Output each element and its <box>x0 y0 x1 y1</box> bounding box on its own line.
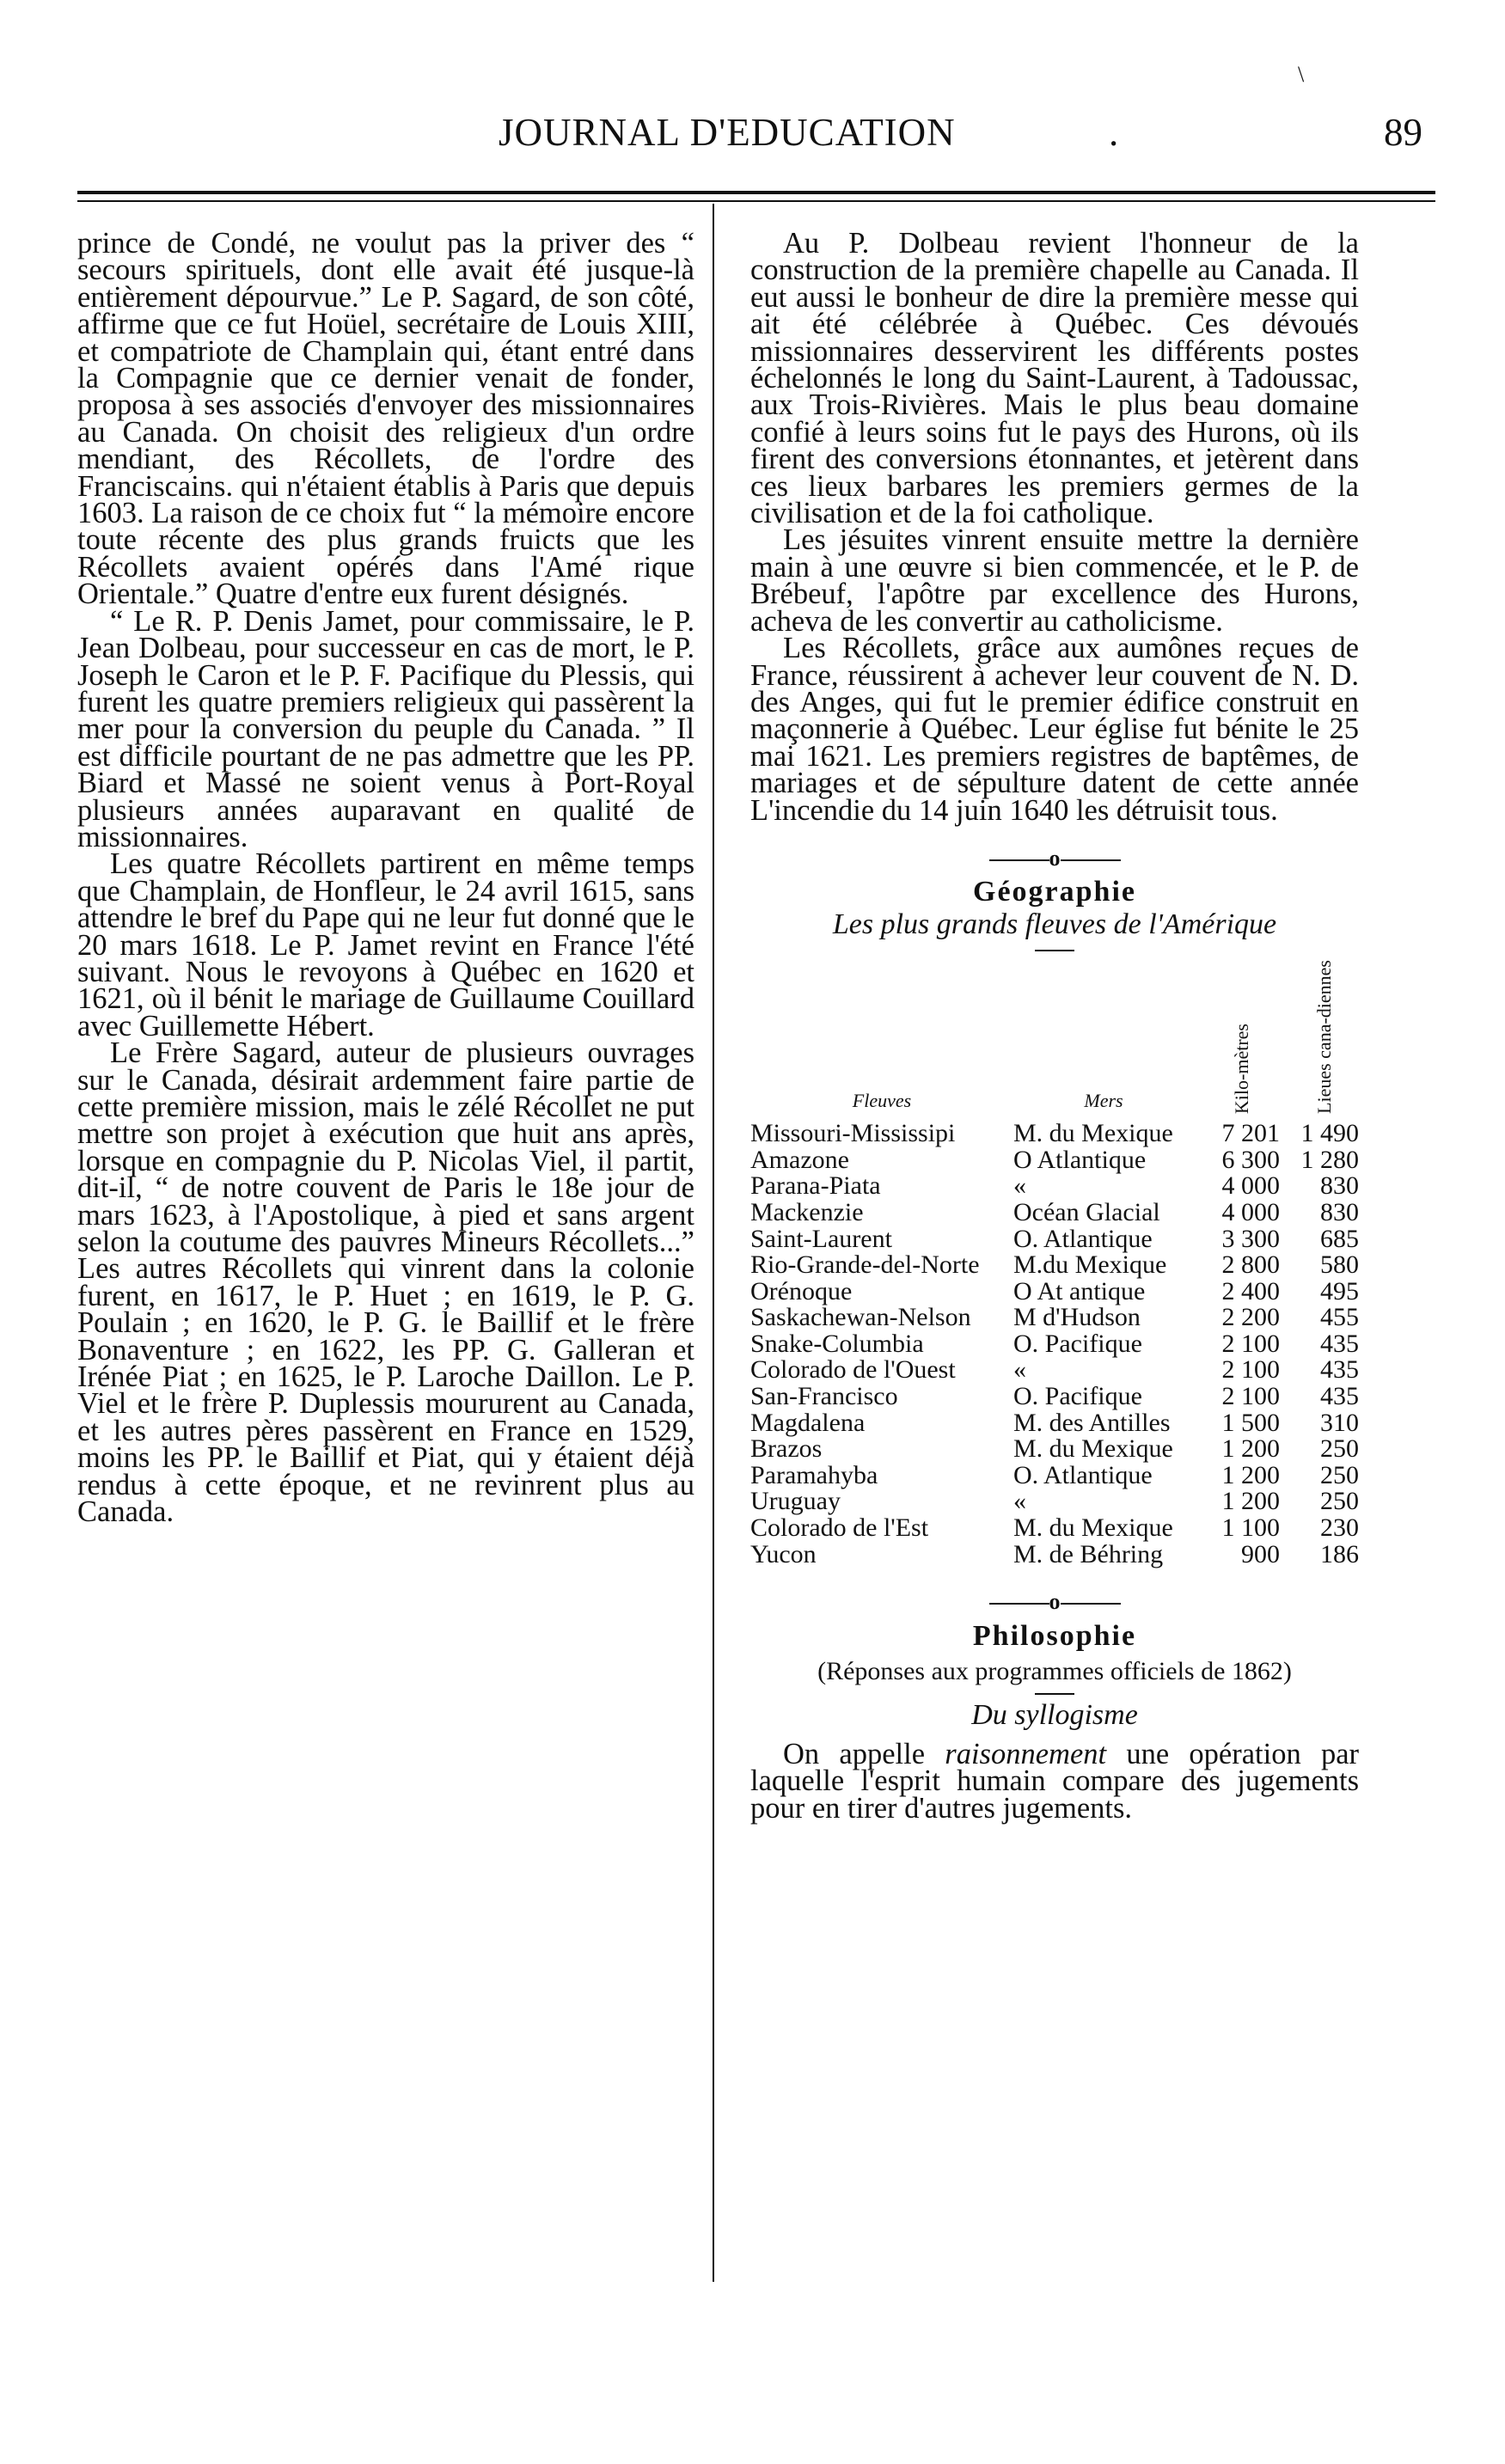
header-rule-thick <box>77 191 1435 194</box>
paragraph: Le Frère Sagard, auteur de plusieurs ouvrages sur le Canada, désirait ardemment faire partie de cette première mission, mais le zélé Récollet ne put mettre son projet à exécution que huit ans après, lorsque en compagnie du P. Nicolas Viel, il partit, dit-il, “ de notre couvent de Paris le 18e jour de mars 1623, à l'Apostolique, à pied et sans argent selon la coutume des pauvres Mineurs Récollets...” Les autres Récollets qui vinrent dans la colonie furent, en 1617, le P. Huet ; en 1619, le P. G. Poulain ; en 1620, le P. G. le Baillif et le frère Bonaventure ; en 1622, les PP. G. Galleran et Irénée Piat ; en 1625, le P. Laroche Daillon. Le P. Viel et le frère P. Duplessis moururent au Canada, et les autres pères passèrent en France en 1529, moins les PP. le Baillif et Piat, qui y étaient déjà rendus à cette époque, et ne revinrent plus au Canada. <box>77 1036 694 1529</box>
leagues-value: 830 <box>1320 1197 1359 1226</box>
section-separator <box>750 845 1359 871</box>
paragraph: Au P. Dolbeau revient l'honneur de la construction de la première chapelle au Canada. Il eut aussi le bonheur de dire la première messe qui ait été célébrée à Québec. Ces dévoués missionnaires desservirent les différents postes échelonnés le long du Saint-Laurent, à Tadoussac, aux Trois-Rivières. Mais le plus beau domaine confié à leurs soins fut le pays des Hurons, où ils firent des conversions étonnantes, et jetèrent dans ces lieux barbares les premiers germes de la civilisation et de la foi catholique. <box>750 227 1359 530</box>
kilometres-value: 2 100 <box>1221 1355 1280 1385</box>
leagues-value: 250 <box>1320 1434 1359 1464</box>
table-row <box>750 1436 1359 1463</box>
leagues-value: 435 <box>1320 1329 1359 1358</box>
table-row <box>750 1252 1359 1279</box>
philosophy-heading: Philosophie <box>972 1619 1137 1652</box>
leagues-value: 830 <box>1320 1171 1359 1201</box>
river-name: Mackenzie <box>750 1197 864 1226</box>
sea-name: O. Atlantique <box>1013 1460 1153 1489</box>
sea-name: « <box>1013 1355 1026 1385</box>
table-row <box>750 1173 1359 1200</box>
leagues-value: 250 <box>1320 1487 1359 1516</box>
geography-heading: Géographie <box>973 876 1136 908</box>
leagues-value: 495 <box>1320 1276 1359 1305</box>
journal-title: JOURNAL D'EDUCATION <box>499 111 956 154</box>
kilometres-value: 1 500 <box>1221 1408 1280 1437</box>
philosophy-subtitle: Du syllogisme <box>971 1699 1138 1732</box>
rivers-table-body <box>750 1121 1359 1568</box>
sea-name: O. Atlantique <box>1013 1224 1153 1253</box>
header-rule-thin <box>77 200 1435 202</box>
leagues-value: 1 280 <box>1300 1145 1359 1174</box>
column-header: Mers <box>1084 1089 1123 1111</box>
river-name: Colorado de l'Est <box>750 1513 929 1543</box>
left-column <box>77 227 694 1529</box>
kilometres-value: 2 200 <box>1221 1303 1280 1332</box>
separator-mark: o <box>1049 1589 1061 1615</box>
kilometres-value: 7 201 <box>1221 1119 1280 1148</box>
sea-name: M. des Antilles <box>1013 1408 1171 1437</box>
text-run: une opération par laquelle l'esprit humain compare des jugements pour en tirer d'autres jugements. <box>750 1737 1359 1825</box>
leagues-value: 310 <box>1320 1408 1359 1437</box>
table-row <box>750 1121 1359 1147</box>
paragraph: Les Récollets, grâce aux aumônes reçues de France, réussirent à achever leur couvent de N. D. des Anges, qui fut le premier édifice construit en maçonnerie à Québec. Leur église fut bénite le 25 mai 1621. Les premiers registres de baptêmes, de mariages et de sépulture datent de cette année L'incendie du 14 juin 1640 les détruisit tous. <box>750 632 1359 827</box>
table-row <box>750 1279 1359 1305</box>
header-dot: . <box>1109 111 1119 154</box>
leagues-value: 435 <box>1320 1355 1359 1385</box>
sea-name: M. du Mexique <box>1013 1119 1173 1148</box>
sea-name: M.du Mexique <box>1013 1250 1167 1280</box>
page-number: 89 <box>1384 111 1422 154</box>
kilometres-value: 1 200 <box>1221 1487 1280 1516</box>
corner-mark: \ <box>1298 62 1305 87</box>
table-row <box>750 1463 1359 1489</box>
italic-term: raisonnement <box>945 1737 1107 1770</box>
table-row <box>750 1357 1359 1384</box>
text-run: On appelle <box>783 1737 945 1770</box>
kilometres-value: 1 200 <box>1221 1460 1280 1489</box>
kilometres-value: 1 100 <box>1221 1513 1280 1543</box>
river-name: Snake-Columbia <box>750 1329 924 1358</box>
table-header-row <box>750 960 1359 1121</box>
table-row <box>750 1542 1359 1568</box>
sea-name: O At antique <box>1013 1276 1146 1305</box>
sea-name: Océan Glacial <box>1013 1197 1160 1226</box>
river-name: Parana-Piata <box>750 1171 881 1201</box>
kilometres-value: 2 100 <box>1221 1382 1280 1411</box>
sea-name: M. du Mexique <box>1013 1434 1173 1464</box>
kilometres-value: 2 800 <box>1221 1250 1280 1280</box>
short-rule <box>1035 950 1074 951</box>
river-name: Saskachewan-Nelson <box>750 1303 971 1332</box>
leagues-value: 685 <box>1320 1224 1359 1253</box>
kilometres-value: 1 200 <box>1221 1434 1280 1464</box>
kilometres-value: 2 100 <box>1221 1329 1280 1358</box>
paragraph: prince de Condé, ne voulut pas la priver des “ secours spirituels, dont elle avait été jusque-là entièrement dépourvue.” Le P. Sagard, de son côté, affirme que ce fut Hoüel, secrétaire de Louis XIII, et compatriote de Champlain qui, étant entré dans la Compagnie que ce dernier venait de fonder, proposa à ses associés d'envoyer des missionnaires au Canada. On choisit des religieux d'un ordre mendiant, des Récollets, de l'ordre des Franciscains. qui n'étaient établis à Paris que depuis 1603. La raison de ce choix fut “ la mémoire encore toute récente des plus grands fruicts que les Récollets avaient opérés dans l'Amé rique Orientale.” Quatre d'entre eux furent désignés. <box>77 227 694 611</box>
paragraph: Les jésuites vinrent ensuite mettre la dernière main à une œuvre si bien commencée, et le P. de Brébeuf, l'apôtre par excellence des Hurons, acheva de les convertir au catholicisme. <box>750 523 1359 638</box>
river-name: Yucon <box>750 1539 817 1568</box>
short-rule <box>1035 1693 1074 1695</box>
leagues-value: 250 <box>1320 1460 1359 1489</box>
river-name: Colorado de l'Ouest <box>750 1355 956 1385</box>
river-name: Paramahyba <box>750 1460 878 1489</box>
section-separator <box>750 1588 1359 1615</box>
column-divider <box>713 204 714 2282</box>
river-name: Saint-Laurent <box>750 1224 892 1253</box>
table-row <box>750 1331 1359 1358</box>
river-name: San-Francisco <box>750 1382 898 1411</box>
sea-name: O. Pacifique <box>1013 1382 1142 1411</box>
table-row <box>750 1200 1359 1226</box>
leagues-value: 435 <box>1320 1382 1359 1411</box>
sea-name: O. Pacifique <box>1013 1329 1142 1358</box>
kilometres-value: 900 <box>1241 1539 1280 1568</box>
paragraph: Les quatre Récollets partirent en même temps que Champlain, de Honfleur, le 24 avril 1615, sans attendre le bref du Pape qui ne leur fut donné que le 20 mars 1618. Le P. Jamet revint en France l'été suivant. Nous le revoyons à Québec en 1620 et 1621, où il bénit le mariage de Guillaume Couillard avec Guillemette Hébert. <box>77 847 694 1042</box>
table-row <box>750 1489 1359 1515</box>
sea-name: M d'Hudson <box>1013 1303 1141 1332</box>
paragraph <box>750 1737 1359 1825</box>
table-row <box>750 1384 1359 1410</box>
right-column <box>750 227 1359 1825</box>
kilometres-value: 6 300 <box>1221 1145 1280 1174</box>
rivers-table <box>750 960 1359 1568</box>
river-name: Amazone <box>750 1145 849 1174</box>
geography-subtitle: Les plus grands fleuves de l'Amérique <box>832 908 1277 940</box>
column-header: Fleuves <box>852 1089 912 1111</box>
leagues-value: 580 <box>1320 1250 1359 1280</box>
table-row <box>750 1515 1359 1542</box>
river-name: Magdalena <box>750 1408 866 1437</box>
leagues-value: 186 <box>1320 1539 1359 1568</box>
river-name: Brazos <box>750 1434 823 1464</box>
paragraph: “ Le R. P. Denis Jamet, pour commissaire, le P. Jean Dolbeau, pour successeur en cas de mort, le P. Joseph le Caron et le P. F. Pacifique du Plessis, qui furent les quatre premiers religieux qui passèrent la mer pour la conversion du peuple du Canada. ” Il est difficile pourtant de ne pas admettre que les PP. Biard et Massé ne soient venus à Port-Royal plusieurs années auparavant en qualité de missionnaires. <box>77 604 694 853</box>
sea-name: « <box>1013 1171 1026 1201</box>
table-row <box>750 1305 1359 1331</box>
leagues-value: 1 490 <box>1300 1119 1359 1148</box>
sea-name: M. de Béhring <box>1013 1539 1164 1568</box>
river-name: Missouri-Mississipi <box>750 1119 956 1148</box>
river-name: Uruguay <box>750 1487 841 1516</box>
table-row <box>750 1410 1359 1437</box>
kilometres-value: 4 000 <box>1221 1197 1280 1226</box>
column-header: Lieues cana-diennes <box>1313 960 1335 1115</box>
table-row <box>750 1226 1359 1253</box>
sea-name: « <box>1013 1487 1026 1516</box>
kilometres-value: 3 300 <box>1221 1224 1280 1253</box>
philosophy-note: (Réponses aux programmes officiels de 1862) <box>817 1657 1292 1686</box>
kilometres-value: 2 400 <box>1221 1276 1280 1305</box>
table-row <box>750 1147 1359 1174</box>
kilometres-value: 4 000 <box>1221 1171 1280 1201</box>
river-name: Orénoque <box>750 1276 853 1305</box>
sea-name: M. du Mexique <box>1013 1513 1173 1543</box>
separator-mark: o <box>1049 845 1061 871</box>
leagues-value: 230 <box>1320 1513 1359 1543</box>
leagues-value: 455 <box>1320 1303 1359 1332</box>
page-header <box>77 110 1435 162</box>
river-name: Rio-Grande-del-Norte <box>750 1250 980 1280</box>
column-header: Kilo-mètres <box>1231 1024 1252 1115</box>
sea-name: O Atlantique <box>1013 1145 1147 1174</box>
